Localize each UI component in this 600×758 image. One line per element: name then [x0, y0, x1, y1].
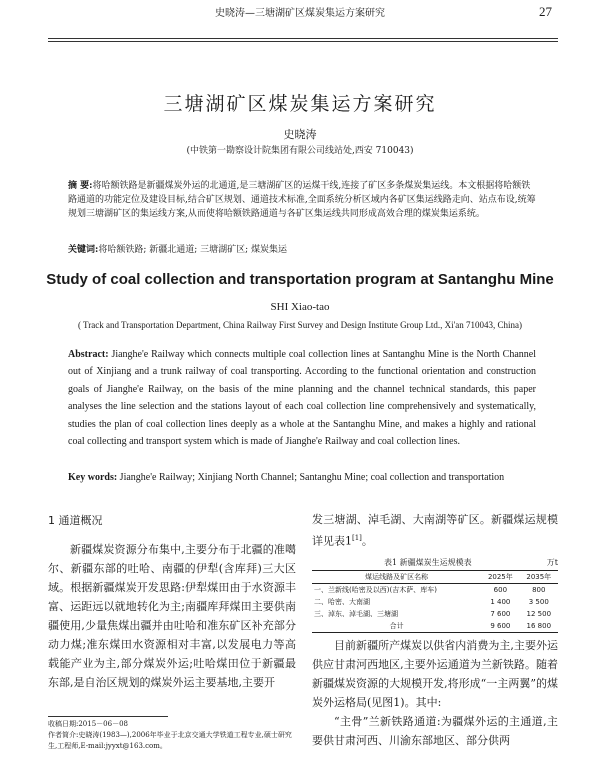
en-keywords	[68, 469, 536, 486]
table-row	[312, 596, 558, 608]
en-author: SHI Xiao-tao	[270, 301, 330, 313]
running-title: 史晓涛—三塘湖矿区煤炭集运方案研究	[215, 8, 385, 19]
right-paragraph-2: “主骨”兰新铁路通道:为疆煤外运的主通道,主要供甘肃河西、川渝东部地区、部分供两	[312, 715, 558, 747]
en-abstract-label: Abstract:	[68, 349, 109, 360]
table-caption-text: 表1 新疆煤炭生运规模表	[384, 558, 472, 567]
footnote-received: 收稿日期:2015－06－08	[48, 720, 128, 728]
cn-keywords-text: 将哈额铁路; 新疆北通道; 三塘湖矿区; 煤炭集运	[98, 245, 288, 255]
table-cell: 9 600	[481, 620, 519, 633]
coal-transport-table	[312, 570, 558, 633]
table-header-cell: 煤运线路及矿区名称	[312, 571, 481, 584]
table-cell: 三、淖东、淖毛湖、三塘湖	[314, 610, 398, 618]
cn-abstract-text: 将哈额铁路是新疆煤炭外运的北通道,是三塘湖矿区的运煤干线,连接了矿区多条煤炭集运线。本文根据将哈额铁路通道的功能定位及建设目标,结合矿区规划、通道技术标准,全面系统分析区域内各矿区集运线路走向、站点布设,统筹规划三塘湖矿区的集运线方案,从而使将哈额铁路通道与各矿区集运线共同形成高效合理的煤炭集运系统。	[68, 181, 536, 219]
en-keywords-text: Jianghe'e Railway; Xinjiang North Channel; Santanghu Mine; coal collection and transportation	[119, 472, 505, 483]
header-rule-bottom	[48, 41, 558, 42]
en-keywords-label: Key words:	[68, 472, 118, 483]
table-cell: 800	[532, 586, 546, 594]
table-row	[312, 620, 558, 633]
page-number: 27	[539, 4, 552, 19]
footnote-author-bio: 作者简介:史晓涛(1983—),2006年毕业于北京交通大学铁道工程专业,硕士研究生,工程师,E-mail:jyyxt@163.com。	[48, 731, 292, 750]
table-row	[312, 584, 558, 597]
table-unit: 万t	[546, 558, 558, 567]
right-para0-end: 。	[361, 534, 373, 548]
table-header-cell: 2025年	[481, 571, 519, 584]
table-cell: 12 500	[526, 610, 552, 618]
table-cell: 7 600	[490, 610, 511, 618]
table-cell: 合计	[312, 620, 481, 633]
cn-title: 三塘湖矿区煤炭集运方案研究	[163, 93, 437, 115]
table-caption	[312, 557, 558, 568]
right-para0-text: 发三塘湖、淖毛湖、大南湖等矿区。新疆煤运规模详见表1	[312, 513, 558, 548]
table-cell: 一、兰新线(哈密及以西)(吉木萨、库车)	[314, 586, 437, 594]
table-cell: 1 400	[490, 598, 511, 606]
cn-keywords-label: 关键词:	[68, 245, 99, 255]
table-header-row	[312, 571, 558, 584]
footnote	[48, 719, 298, 752]
cn-author: 史晓涛	[283, 128, 317, 141]
cn-abstract-label: 摘 要:	[68, 181, 93, 191]
header-rule-top	[48, 38, 558, 39]
table-header-cell: 2035年	[520, 571, 558, 584]
cn-keywords	[68, 242, 538, 255]
en-abstract-text: Jianghe'e Railway which connects multiple coal collection lines at Santanghu Mine is the North Channel out of Xinjiang and a trunk railway of coal transporting. According to the functional orientation and construction goals of Jianghe'e Railway, on the basis of the mine planning and the channel technical standards, this paper analyses the line selection and the stations layout of each coal collection line comprehensively and systematically, studies the plan of coal collection lines deeply as a whole at the Santanghu Mine, and makes a highly and rational coal collecting and transport system which is made of Jianghe'e Railway and coal collection lines.	[68, 349, 537, 448]
section-heading: 1 通道概况	[48, 514, 103, 527]
en-abstract	[68, 346, 536, 450]
citation: [1]	[352, 534, 362, 542]
table-cell: 16 800	[520, 620, 558, 633]
table-row	[312, 608, 558, 620]
table-cell: 3 500	[528, 598, 549, 606]
section1-paragraph: 新疆煤炭资源分布集中,主要分布于北疆的准噶尔、新疆东部的吐哈、南疆的伊犁(含库拜)三大区域。根据新疆煤炭开发思路:伊犁煤田由于水资源丰富、运距远以就地转化为主;南疆库拜煤田主要供南疆使用,少量焦煤出疆并由吐哈和准东矿区补充部分动力煤;准东煤田水资源相对丰富,以发展电力等高载能产业为主,部分煤炭外运;吐哈煤田位于新疆最东部,是自治区规划的煤炭外运主要基地,主要开	[48, 543, 296, 689]
cn-affiliation: (中铁第一勘察设计院集团有限公司线站处,西安 710043)	[186, 146, 414, 156]
right-paragraph-1: 目前新疆所产煤炭以供省内消费为主,主要外运供应甘肃河西地区,主要外运通道为兰新铁路。随着新疆煤炭资源的大规模开发,将形成“一主两翼”的煤炭外运格局(见图1)。其中:	[312, 639, 558, 709]
table-cell: 600	[493, 586, 508, 594]
right-paragraph-0	[312, 510, 558, 551]
footnote-rule	[48, 716, 168, 717]
table-cell: 二、哈密、大南湖	[314, 598, 370, 606]
cn-abstract	[68, 179, 538, 221]
en-title: Study of coal collection and transportation program at Santanghu Mine	[46, 271, 554, 288]
en-affiliation: ( Track and Transportation Department, China Railway First Survey and Design Institute Group Ltd., Xi'an 710043, China)	[77, 320, 523, 330]
